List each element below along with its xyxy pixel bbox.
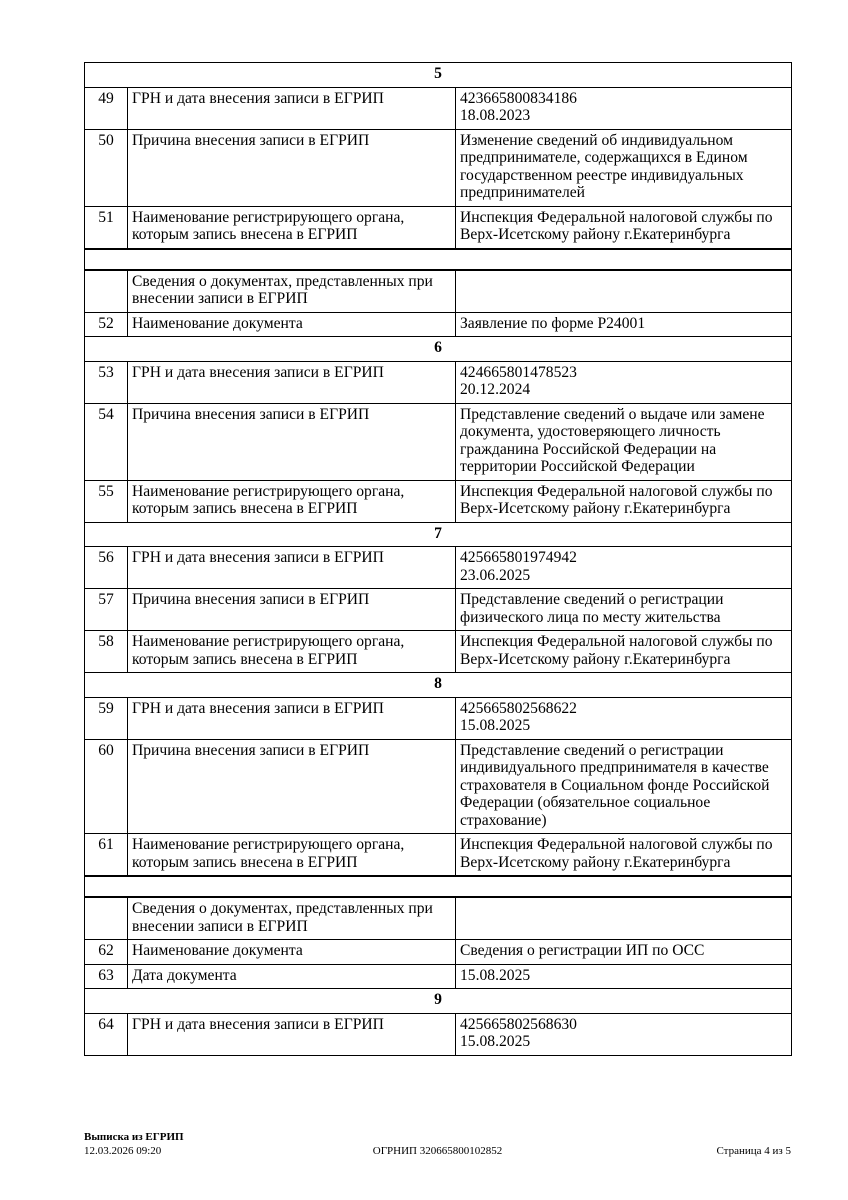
table-row [85, 480, 792, 522]
section-header-row [85, 63, 792, 88]
table-row [85, 834, 792, 877]
footer-page-number: Страница 4 из 5 [716, 1144, 792, 1157]
row-number-cell: 59 [85, 697, 128, 739]
attribute-name-cell: Сведения о документах, представленных при внесении записи в ЕГРИП [128, 897, 456, 940]
attribute-name-cell: Причина внесения записи в ЕГРИП [128, 403, 456, 480]
footer-left-block [84, 1131, 320, 1158]
page-footer [84, 1131, 791, 1158]
table-row [85, 87, 792, 129]
table-row [85, 361, 792, 403]
section-number-label: 6 [85, 337, 792, 362]
table-row [85, 129, 792, 206]
row-number-cell: 54 [85, 403, 128, 480]
attribute-value-cell: Заявление по форме Р24001 [456, 312, 792, 337]
row-number-cell: 56 [85, 547, 128, 589]
table-row [85, 206, 792, 249]
row-number-cell: 53 [85, 361, 128, 403]
attribute-value-cell: 15.08.2025 [456, 964, 792, 989]
row-number-cell: 52 [85, 312, 128, 337]
table-row [85, 1013, 792, 1055]
subheader-row [85, 270, 792, 313]
table-row [85, 697, 792, 739]
table-row [85, 739, 792, 834]
spacer-row [85, 249, 792, 270]
attribute-value-cell [456, 897, 792, 940]
attribute-value-cell: 424665801478523 20.12.2024 [456, 361, 792, 403]
attribute-name-cell: ГРН и дата внесения записи в ЕГРИП [128, 1013, 456, 1055]
row-number-cell: 61 [85, 834, 128, 877]
section-header-row [85, 337, 792, 362]
row-number-cell: 60 [85, 739, 128, 834]
attribute-name-cell: ГРН и дата внесения записи в ЕГРИП [128, 697, 456, 739]
egrip-extract-table [84, 62, 792, 1056]
section-number-label: 8 [85, 673, 792, 698]
attribute-name-cell: Причина внесения записи в ЕГРИП [128, 129, 456, 206]
attribute-value-cell [456, 270, 792, 313]
attribute-value-cell: 425665802568630 15.08.2025 [456, 1013, 792, 1055]
table-row [85, 589, 792, 631]
attribute-name-cell: Дата документа [128, 964, 456, 989]
egrip-table-body [85, 63, 792, 1056]
attribute-name-cell: Наименование регистрирующего органа, которым запись внесена в ЕГРИП [128, 834, 456, 877]
footer-datetime: 12.03.2026 09:20 [84, 1144, 162, 1157]
attribute-value-cell: Представление сведений о выдаче или замене документа, удостоверяющего личность гражданина Российской Федерации на территории Российской Федерации [456, 403, 792, 480]
row-number-cell [85, 897, 128, 940]
attribute-name-cell: Наименование регистрирующего органа, которым запись внесена в ЕГРИП [128, 480, 456, 522]
row-number-cell: 63 [85, 964, 128, 989]
row-number-cell: 55 [85, 480, 128, 522]
section-number-label: 9 [85, 989, 792, 1014]
attribute-name-cell: ГРН и дата внесения записи в ЕГРИП [128, 361, 456, 403]
attribute-name-cell: Причина внесения записи в ЕГРИП [128, 589, 456, 631]
section-header-row [85, 522, 792, 547]
row-number-cell: 58 [85, 631, 128, 673]
section-header-row [85, 989, 792, 1014]
row-number-cell [85, 270, 128, 313]
table-row [85, 312, 792, 337]
row-number-cell: 62 [85, 940, 128, 965]
table-row [85, 631, 792, 673]
row-number-cell: 50 [85, 129, 128, 206]
table-row [85, 940, 792, 965]
attribute-value-cell: Изменение сведений об индивидуальном предпринимателе, содержащихся в Едином государственном реестре индивидуальных предпринимателей [456, 129, 792, 206]
row-number-cell: 64 [85, 1013, 128, 1055]
section-number-label: 7 [85, 522, 792, 547]
table-row [85, 964, 792, 989]
attribute-name-cell: ГРН и дата внесения записи в ЕГРИП [128, 87, 456, 129]
attribute-value-cell: 423665800834186 18.08.2023 [456, 87, 792, 129]
row-number-cell: 57 [85, 589, 128, 631]
attribute-value-cell: Представление сведений о регистрации физического лица по месту жительства [456, 589, 792, 631]
footer-doc-title: Выписка из ЕГРИП [84, 1131, 184, 1143]
attribute-name-cell: Причина внесения записи в ЕГРИП [128, 739, 456, 834]
attribute-name-cell: Наименование документа [128, 312, 456, 337]
table-row [85, 403, 792, 480]
attribute-value-cell: Инспекция Федеральной налоговой службы по Верх-Исетскому району г.Екатеринбурга [456, 206, 792, 249]
row-number-cell: 51 [85, 206, 128, 249]
spacer-row [85, 876, 792, 897]
row-number-cell: 49 [85, 87, 128, 129]
attribute-value-cell: Инспекция Федеральной налоговой службы по Верх-Исетскому району г.Екатеринбурга [456, 834, 792, 877]
subheader-row [85, 897, 792, 940]
attribute-name-cell: Наименование регистрирующего органа, которым запись внесена в ЕГРИП [128, 206, 456, 249]
attribute-value-cell: Представление сведений о регистрации индивидуального предпринимателя в качестве страхователя в Социальном фонде Российской Федерации (обязательное социальное страхование) [456, 739, 792, 834]
attribute-value-cell: 425665802568622 15.08.2025 [456, 697, 792, 739]
section-number-label: 5 [85, 63, 792, 88]
attribute-name-cell: Наименование регистрирующего органа, которым запись внесена в ЕГРИП [128, 631, 456, 673]
spacer-cell [85, 249, 792, 270]
attribute-name-cell: Наименование документа [128, 940, 456, 965]
attribute-value-cell: Сведения о регистрации ИП по ОСС [456, 940, 792, 965]
attribute-name-cell: ГРН и дата внесения записи в ЕГРИП [128, 547, 456, 589]
attribute-name-cell: Сведения о документах, представленных при внесении записи в ЕГРИП [128, 270, 456, 313]
attribute-value-cell: 425665801974942 23.06.2025 [456, 547, 792, 589]
footer-ogrnip: ОГРНИП 320665800102852 [372, 1144, 503, 1157]
spacer-cell [85, 876, 792, 897]
attribute-value-cell: Инспекция Федеральной налоговой службы по Верх-Исетскому району г.Екатеринбурга [456, 480, 792, 522]
table-row [85, 547, 792, 589]
section-header-row [85, 673, 792, 698]
attribute-value-cell: Инспекция Федеральной налоговой службы по Верх-Исетскому району г.Екатеринбурга [456, 631, 792, 673]
